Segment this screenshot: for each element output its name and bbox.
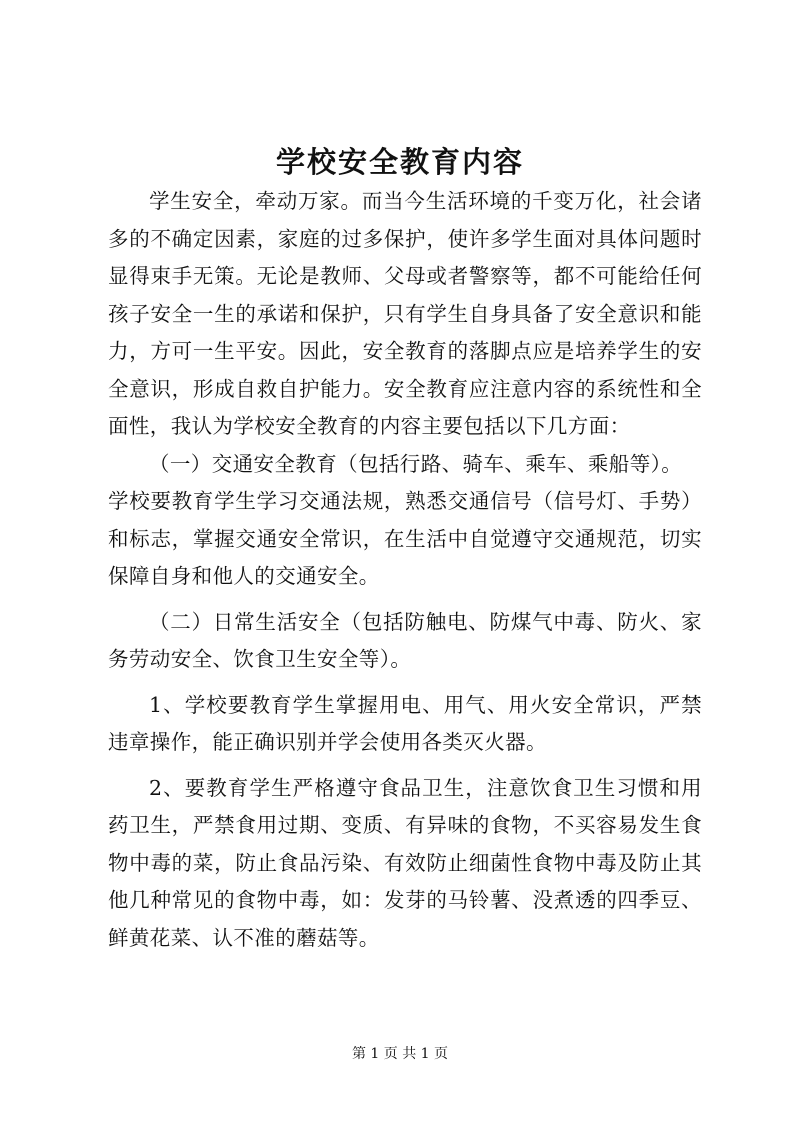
item-2-paragraph: 2、要教育学生严格遵守食品卫生，注意饮食卫生习惯和用药卫生，严禁食用过期、变质、有异味的食物，不买容易发生食物中毒的菜，防止食品污染、有效防止细菌性食物中毒及防止其他几种常见的食物中毒，如：发芽的马铃薯、没煮透的四季豆、鲜黄花菜、认不准的蘑菇等。 [108,775,702,950]
page-footer: 第 1 页 共 1 页 [351,1046,449,1062]
document-title: 学校安全教育内容 [275,145,524,179]
section-2-heading: （二）日常生活安全（包括防触电、防煤气中毒、防火、家务劳动安全、饮食卫生安全等）。 [108,609,702,671]
document-body [108,183,702,957]
intro-paragraph: 学生安全，牵动万家。而当今生活环境的千变万化，社会诸多的不确定因素，家庭的过多保护，使许多学生面对具体问题时显得束手无策。无论是教师、父母或者警察等，都不可能给任何孩子安全一生的承诺和保护，只有学生自身具备了安全意识和能力，方可一生平安。因此，安全教育的落脚点应是培养学生的安全意识，形成自救自护能力。安全教育应注意内容的系统性和全面性，我认为学校安全教育的内容主要包括以下几方面： [108,189,702,438]
section-1-heading: （一）交通安全教育（包括行路、骑车、乘车、乘船等）。 [149,451,683,476]
item-1-paragraph: 1、学校要教育学生掌握用电、用气、用火安全常识，严禁违章操作，能正确识别并学会使用各类灭火器。 [108,692,702,754]
section-1-paragraph: 学校要教育学生学习交通法规，熟悉交通信号（信号灯、手势）和标志，掌握交通安全常识，在生活中自觉遵守交通规范，切实保障自身和他人的交通安全。 [108,489,702,588]
